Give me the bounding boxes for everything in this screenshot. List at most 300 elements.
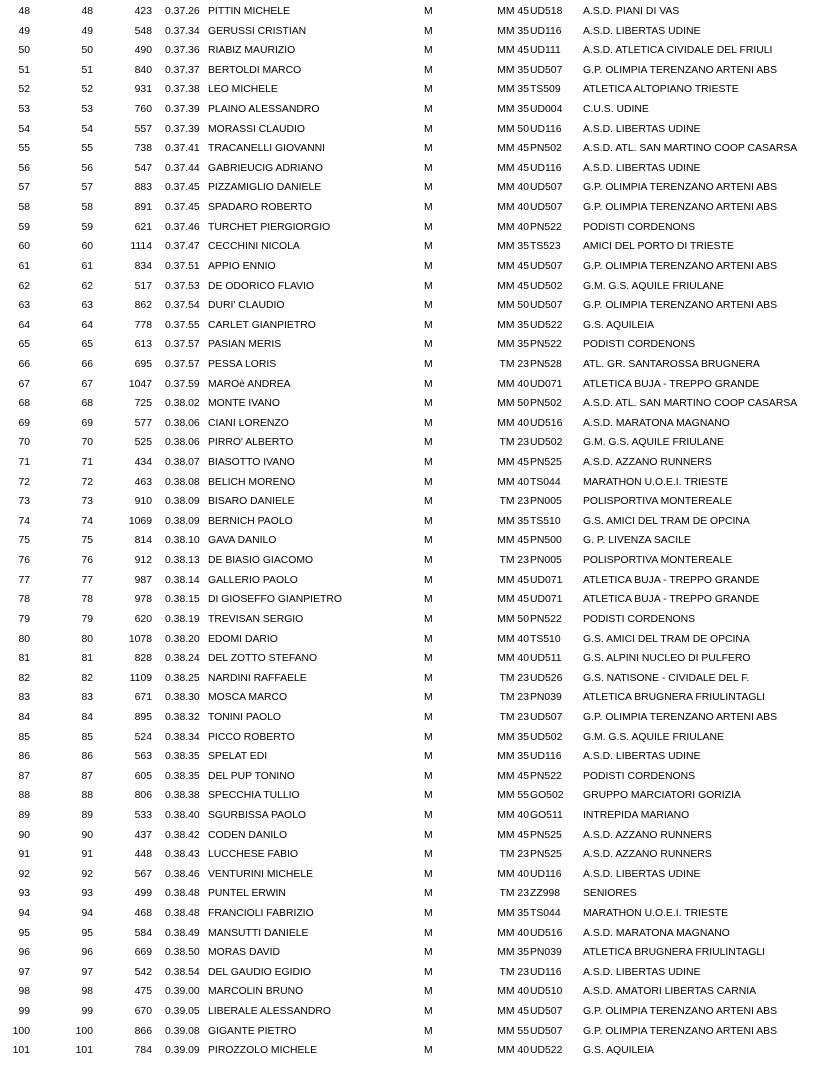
gender-position: 54 [81,123,93,135]
athlete-name: SPADARO ROBERTO [208,202,312,214]
bib-number: 814 [134,535,152,547]
finish-time: 0.37.36 [165,45,200,57]
gender: M [424,339,433,351]
club-code: PN525 [530,849,562,861]
overall-position: 70 [18,437,30,449]
gender-position: 79 [81,613,93,625]
finish-time: 0.37.54 [165,300,200,312]
result-row [0,257,820,277]
gender: M [424,6,433,17]
finish-time: 0.37.57 [165,358,200,370]
result-row [0,296,820,316]
club-code: UD116 [530,966,562,978]
overall-position: 98 [18,986,30,998]
club-code: PN522 [530,613,562,625]
club-code: UD116 [530,25,562,37]
gender-position: 69 [81,417,93,429]
overall-position: 87 [18,770,30,782]
result-row [0,335,820,355]
age-category: MM 50 [497,300,529,312]
athlete-name: DI GIOSEFFO GIANPIETRO [208,594,342,606]
club-name: G.S. AMICI DEL TRAM DE OPCINA [583,633,750,645]
gender: M [424,888,433,900]
age-category: MM 45 [497,457,529,469]
club-name: G.M. G.S. AQUILE FRIULANE [583,731,724,743]
club-name: A.S.D. MARATONA MAGNANO [583,417,730,429]
result-row [0,22,820,42]
club-code: UD507 [530,64,563,76]
age-category: MM 45 [497,45,529,57]
club-code: UD502 [530,280,563,292]
bib-number: 548 [134,25,152,37]
club-code: UD526 [530,672,563,684]
gender: M [424,868,433,880]
gender-position: 88 [81,790,93,802]
age-category: TM 23 [499,672,529,684]
result-row [0,649,820,669]
bib-number: 621 [134,221,152,233]
overall-position: 48 [18,6,30,17]
bib-number: 806 [134,790,152,802]
finish-time: 0.37.44 [165,162,200,174]
result-row [0,884,820,904]
club-name: A.S.D. PIANI DI VAS [583,6,680,17]
gender-position: 48 [81,6,93,17]
club-name: G.S. AQUILEIA [583,1045,655,1057]
overall-position: 60 [18,241,30,253]
overall-position: 49 [18,25,30,37]
gender: M [424,123,433,135]
finish-time: 0.39.09 [165,1045,200,1057]
finish-time: 0.37.38 [165,84,200,96]
club-name: AMICI DEL PORTO DI TRIESTE [583,241,734,253]
club-name: ATLETICA BUJA - TREPPO GRANDE [583,378,760,390]
club-name: G.P. OLIMPIA TERENZANO ARTENI ABS [583,711,778,723]
overall-position: 84 [18,711,30,723]
gender-position: 87 [81,770,93,782]
athlete-name: NARDINI RAFFAELE [208,672,307,684]
gender-position: 56 [81,162,93,174]
club-name: A.S.D. LIBERTAS UDINE [583,123,701,135]
overall-position: 50 [18,45,30,57]
age-category: MM 35 [497,339,529,351]
club-name: G.S. NATISONE - CIVIDALE DEL F. [583,672,750,684]
gender: M [424,574,433,586]
result-row [0,845,820,865]
athlete-name: BIASOTTO IVANO [208,457,295,469]
gender-position: 101 [75,1045,93,1057]
gender-position: 61 [81,260,93,272]
athlete-name: EDOMI DARIO [208,633,278,645]
gender-position: 76 [81,555,93,567]
club-name: MARATHON U.O.E.I. TRIESTE [583,908,729,920]
result-row [0,963,820,983]
finish-time: 0.37.26 [165,6,200,17]
age-category: TM 23 [499,496,529,508]
gender-position: 86 [81,751,93,763]
age-category: MM 35 [497,947,529,959]
bib-number: 525 [134,437,152,449]
age-category: MM 40 [497,927,529,939]
finish-time: 0.38.24 [165,653,200,665]
overall-position: 75 [18,535,30,547]
gender-position: 73 [81,496,93,508]
age-category: MM 35 [497,64,529,76]
athlete-name: BISARO DANIELE [208,496,295,508]
result-row [0,982,820,1002]
overall-position: 55 [18,143,30,155]
result-row [0,80,820,100]
bib-number: 891 [134,202,152,214]
gender: M [424,84,433,96]
bib-number: 547 [134,162,152,174]
gender: M [424,358,433,370]
gender-position: 64 [81,319,93,331]
age-category: MM 35 [497,84,529,96]
result-row [0,1041,820,1061]
gender-position: 81 [81,653,93,665]
age-category: MM 35 [497,104,529,116]
finish-time: 0.37.51 [165,260,200,272]
club-code: PN522 [530,339,562,351]
finish-time: 0.37.45 [165,182,200,194]
finish-time: 0.37.34 [165,25,200,37]
bib-number: 584 [134,927,152,939]
club-code: TS044 [530,908,561,920]
gender-position: 66 [81,358,93,370]
finish-time: 0.38.09 [165,515,200,527]
finish-time: 0.38.14 [165,574,200,586]
bib-number: 1078 [128,633,152,645]
club-code: PN005 [530,496,562,508]
bib-number: 605 [134,770,152,782]
gender: M [424,829,433,841]
bib-number: 912 [134,555,152,567]
gender-position: 95 [81,927,93,939]
finish-time: 0.38.06 [165,437,200,449]
result-row [0,904,820,924]
overall-position: 67 [18,378,30,390]
bib-number: 517 [134,280,152,292]
age-category: MM 45 [497,594,529,606]
age-category: MM 50 [497,123,529,135]
club-code: UD111 [530,45,561,57]
athlete-name: PIZZAMIGLIO DANIELE [208,182,322,194]
finish-time: 0.38.34 [165,731,200,743]
athlete-name: SPECCHIA TULLIO [208,790,300,802]
overall-position: 95 [18,927,30,939]
club-name: G.P. OLIMPIA TERENZANO ARTENI ABS [583,300,778,312]
gender: M [424,241,433,253]
club-name: G.M. G.S. AQUILE FRIULANE [583,280,724,292]
athlete-name: DURI' CLAUDIO [208,300,285,312]
gender: M [424,221,433,233]
gender: M [424,300,433,312]
finish-time: 0.38.25 [165,672,200,684]
gender: M [424,751,433,763]
overall-position: 77 [18,574,30,586]
overall-position: 82 [18,672,30,684]
overall-position: 76 [18,555,30,567]
result-row [0,688,820,708]
finish-time: 0.38.50 [165,947,200,959]
club-code: PN502 [530,143,562,155]
age-category: MM 40 [497,476,529,488]
gender-position: 97 [81,966,93,978]
age-category: TM 23 [499,692,529,704]
gender: M [424,594,433,606]
result-row [0,100,820,120]
athlete-name: PUNTEL ERWIN [208,888,286,900]
age-category: MM 45 [497,280,529,292]
result-row [0,237,820,257]
gender-position: 92 [81,868,93,880]
athlete-name: LIBERALE ALESSANDRO [208,1006,332,1018]
club-code: UD502 [530,437,563,449]
athlete-name: MORAS DAVID [208,947,280,959]
bib-number: 557 [134,123,152,135]
gender-position: 58 [81,202,93,214]
bib-number: 1114 [130,241,152,253]
finish-time: 0.37.46 [165,221,200,233]
club-name: A.S.D. AZZANO RUNNERS [583,829,712,841]
club-code: GO511 [530,809,563,821]
club-name: A.S.D. LIBERTAS UDINE [583,966,701,978]
club-code: UD116 [530,868,562,880]
overall-position: 80 [18,633,30,645]
gender: M [424,849,433,861]
club-code: UD507 [530,1006,563,1018]
result-row [0,551,820,571]
age-category: MM 45 [497,535,529,547]
finish-time: 0.38.42 [165,829,200,841]
finish-time: 0.37.39 [165,123,200,135]
overall-position: 64 [18,319,30,331]
club-code: UD507 [530,300,563,312]
age-category: MM 45 [497,1006,529,1018]
bib-number: 828 [134,653,152,665]
gender-position: 49 [81,25,93,37]
athlete-name: APPIO ENNIO [208,260,276,272]
club-name: A.S.D. ATLETICA CIVIDALE DEL FRIULI [583,45,773,57]
age-category: MM 45 [497,143,529,155]
finish-time: 0.38.09 [165,496,200,508]
age-category: MM 35 [497,751,529,763]
club-code: UD071 [530,594,563,606]
result-row [0,394,820,414]
bib-number: 468 [134,908,152,920]
athlete-name: BERTOLDI MARCO [208,64,302,76]
club-code: UD507 [530,1025,563,1037]
club-name: G.P. OLIMPIA TERENZANO ARTENI ABS [583,1006,778,1018]
club-name: ATLETICA BRUGNERA FRIULINTAGLI [583,692,766,704]
gender: M [424,633,433,645]
overall-position: 89 [18,809,30,821]
finish-time: 0.38.08 [165,476,200,488]
gender: M [424,143,433,155]
overall-position: 86 [18,751,30,763]
finish-time: 0.38.07 [165,457,200,469]
club-code: PN522 [530,221,562,233]
bib-number: 840 [134,64,152,76]
bib-number: 448 [134,849,152,861]
gender: M [424,731,433,743]
finish-time: 0.37.55 [165,319,200,331]
result-row [0,728,820,748]
club-code: UD116 [530,123,562,135]
overall-position: 53 [18,104,30,116]
overall-position: 72 [18,476,30,488]
club-name: G.S. ALPINI NUCLEO DI PULFERO [583,653,751,665]
gender: M [424,908,433,920]
gender-position: 80 [81,633,93,645]
gender-position: 84 [81,711,93,723]
finish-time: 0.38.20 [165,633,200,645]
overall-position: 94 [18,908,30,920]
club-name: G.P. OLIMPIA TERENZANO ARTENI ABS [583,64,778,76]
age-category: TM 23 [499,358,529,370]
athlete-name: MORASSI CLAUDIO [208,123,305,135]
club-name: G.P. OLIMPIA TERENZANO ARTENI ABS [583,202,778,214]
age-category: MM 50 [497,613,529,625]
bib-number: 725 [134,398,152,410]
age-category: MM 45 [497,6,529,17]
gender-position: 85 [81,731,93,743]
bib-number: 563 [134,751,152,763]
athlete-name: TURCHET PIERGIORGIO [208,221,331,233]
club-name: A.S.D. LIBERTAS UDINE [583,868,701,880]
club-name: A.S.D. LIBERTAS UDINE [583,751,701,763]
finish-time: 0.37.39 [165,104,200,116]
bib-number: 895 [134,711,152,723]
club-name: C.U.S. UDINE [583,104,649,116]
gender-position: 60 [81,241,93,253]
bib-number: 567 [134,868,152,880]
gender-position: 67 [81,378,93,390]
bib-number: 1069 [128,515,152,527]
athlete-name: VENTURINI MICHELE [208,868,314,880]
bib-number: 760 [134,104,152,116]
club-code: PN005 [530,555,562,567]
gender: M [424,202,433,214]
finish-time: 0.38.13 [165,555,200,567]
bib-number: 978 [134,594,152,606]
overall-position: 71 [18,457,30,469]
finish-time: 0.38.46 [165,868,200,880]
club-name: G.P. OLIMPIA TERENZANO ARTENI ABS [583,260,778,272]
result-row [0,473,820,493]
age-category: MM 40 [497,868,529,880]
age-category: MM 55 [497,1025,529,1037]
club-code: TS510 [530,515,561,527]
age-category: MM 40 [497,653,529,665]
result-row [0,120,820,140]
club-code: PN525 [530,829,562,841]
bib-number: 577 [134,417,152,429]
age-category: MM 50 [497,398,529,410]
gender-position: 91 [81,849,93,861]
club-code: PN522 [530,770,562,782]
athlete-name: GAVA DANILO [208,535,277,547]
club-name: PODISTI CORDENONS [583,221,695,233]
age-category: MM 45 [497,260,529,272]
result-row [0,786,820,806]
result-row [0,139,820,159]
age-category: MM 40 [497,378,529,390]
gender: M [424,927,433,939]
club-code: UD522 [530,319,563,331]
athlete-name: PLAINO ALESSANDRO [208,104,320,116]
bib-number: 463 [134,476,152,488]
gender: M [424,613,433,625]
overall-position: 74 [18,515,30,527]
athlete-name: DEL ZOTTO STEFANO [208,653,318,665]
age-category: MM 35 [497,25,529,37]
athlete-name: PESSA LORIS [208,358,277,370]
gender-position: 59 [81,221,93,233]
athlete-name: MANSUTTI DANIELE [208,927,309,939]
finish-time: 0.38.02 [165,398,200,410]
result-row [0,1022,820,1042]
bib-number: 695 [134,358,152,370]
finish-time: 0.38.54 [165,966,200,978]
bib-number: 866 [134,1025,152,1037]
age-category: MM 40 [497,417,529,429]
gender-position: 78 [81,594,93,606]
gender: M [424,398,433,410]
finish-time: 0.37.37 [165,64,200,76]
finish-time: 0.38.48 [165,888,200,900]
result-row [0,669,820,689]
finish-time: 0.38.38 [165,790,200,802]
finish-time: 0.38.19 [165,613,200,625]
age-category: MM 45 [497,829,529,841]
age-category: MM 35 [497,241,529,253]
age-category: MM 35 [497,908,529,920]
club-name: INTREPIDA MARIANO [583,809,690,821]
age-category: MM 40 [497,1045,529,1057]
gender-position: 83 [81,692,93,704]
bib-number: 620 [134,613,152,625]
overall-position: 97 [18,966,30,978]
gender-position: 90 [81,829,93,841]
age-category: MM 45 [497,162,529,174]
athlete-name: CARLET GIANPIETRO [208,319,316,331]
club-code: UD071 [530,574,563,586]
athlete-name: PICCO ROBERTO [208,731,295,743]
athlete-name: FRANCIOLI FABRIZIO [208,908,314,920]
athlete-name: TRACANELLI GIOVANNI [208,143,326,155]
athlete-name: BERNICH PAOLO [208,515,293,527]
club-code: PN525 [530,457,562,469]
result-row [0,512,820,532]
overall-position: 83 [18,692,30,704]
finish-time: 0.38.49 [165,927,200,939]
club-name: SENIORES [583,888,637,900]
age-category: MM 40 [497,221,529,233]
gender: M [424,692,433,704]
result-row [0,571,820,591]
gender-position: 77 [81,574,93,586]
overall-position: 101 [12,1045,30,1057]
gender: M [424,182,433,194]
age-category: TM 23 [499,849,529,861]
overall-position: 58 [18,202,30,214]
club-name: MARATHON U.O.E.I. TRIESTE [583,476,729,488]
gender-position: 99 [81,1006,93,1018]
bib-number: 1047 [128,378,152,390]
result-row [0,375,820,395]
